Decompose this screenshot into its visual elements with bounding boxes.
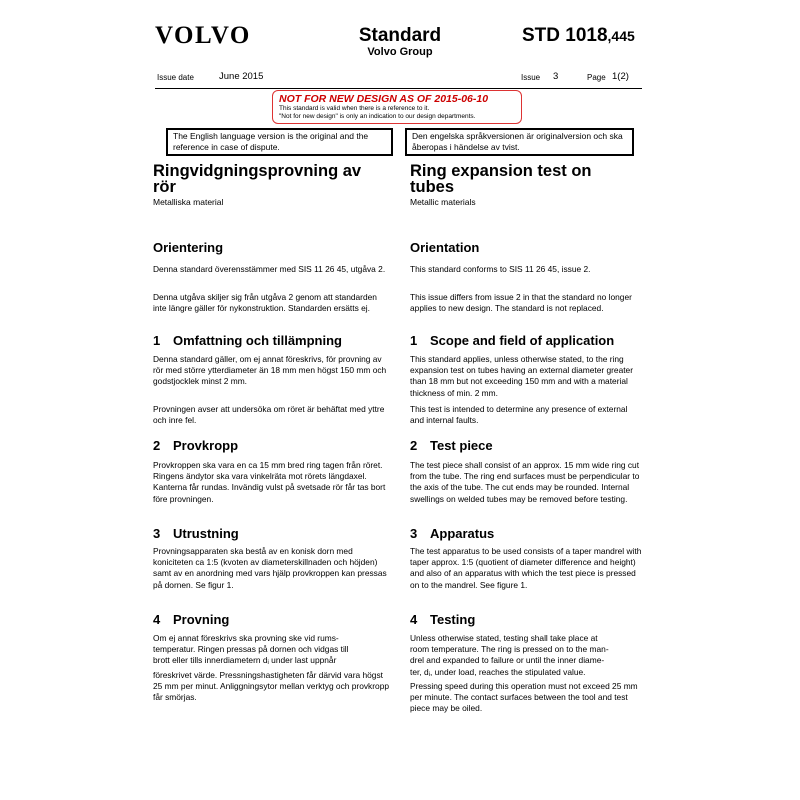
sv-section-1-number: 1: [153, 333, 161, 348]
not-for-new-design-notice: [272, 90, 522, 124]
en-section-1-title: Scope and field of application: [430, 333, 615, 348]
sv-section-3-title: Utrustning: [173, 526, 239, 541]
en-section-3-title: Apparatus: [430, 526, 495, 541]
sv-section-2-number: 2: [153, 438, 161, 453]
notice-line-2: "Not for new design" is only an indication to our design departments.: [279, 113, 476, 120]
sv-section-4-line-2: temperatur. Ringen pressas på dornen och vidgas till: [153, 644, 349, 655]
sv-section-3-number: 3: [153, 526, 161, 541]
en-section-4-line-4: [410, 667, 645, 681]
sv-section-4-line-3b: under last uppnår: [268, 655, 337, 666]
en-section-4-line-3: drel and expanded to failure or until the inner diame-: [410, 655, 605, 666]
en-section-3-p1: The test apparatus to be used consists of a taper mandrel with taper approx. 1:5 (quotient of diameter difference and height) and also of an apparatus with which the test piece is pressed on to the mandrel. See figure 1.: [410, 546, 642, 590]
language-note-en: The English language version is the original and the reference in case of dispute.: [166, 128, 393, 156]
en-section-2-title: Test piece: [430, 438, 493, 453]
sv-orientation-p1: Denna standard överensstämmer med SIS 11 26 45, utgåva 2.: [153, 264, 386, 274]
en-section-1-p2: This test is intended to determine any presence of external and internal faults.: [410, 404, 628, 426]
en-section-1-number: 1: [410, 333, 418, 348]
sv-section-1-p1: Denna standard gäller, om ej annat föreskrivs, för provning av rör med större ytterdiameter än 18 mm men högst 150 mm och godstjocklek minst 2 mm.: [153, 354, 387, 387]
standard-number: [522, 25, 635, 47]
sv-orientation-heading: Orientering: [153, 240, 224, 255]
en-section-4-p1: [410, 633, 645, 714]
en-section-4-rest: Pressing speed during this operation must not exceed 25 mm per minute. The contact surfaces between the tool and test piece may be oiled.: [410, 680, 638, 714]
sv-section-4-number: 4: [153, 612, 161, 627]
en-section-4-line-4a: ter, d: [410, 666, 429, 677]
language-note-sv: Den engelska språkversionen är originalversion och ska åberopas i händelse av tvist.: [405, 128, 634, 156]
sv-section-3-p1: Provningsapparaten ska bestå av en konisk dorn med koniciteten ca 1:5 (kvoten av diameterskillnaden och höjden) samt av en anordning med vars hjälp provkroppen kan pressas på dornen. Se figur 1.: [153, 546, 387, 590]
sv-section-4-line-3: [153, 655, 393, 669]
issue-label: Issue: [521, 73, 541, 82]
en-section-4-subscript: i: [428, 671, 430, 678]
sv-section-4-line-3a: brott eller tills innerdiametern d: [153, 655, 268, 666]
standard-number-suffix: ,445: [607, 28, 635, 44]
en-title: [410, 163, 640, 195]
en-section-4-line-2: room temperature. The ring is pressed on to the man-: [410, 644, 609, 655]
page-number: 1(2): [612, 71, 629, 82]
notice-line-1: This standard is valid when there is a reference to it.: [279, 105, 430, 112]
sv-section-4-p1: [153, 633, 393, 703]
en-section-3-heading: [410, 526, 494, 541]
sv-section-3-heading: [153, 526, 239, 541]
sv-section-4-line-1: Om ej annat föreskrivs ska provning ske vid rums-: [153, 633, 339, 643]
issue-number: 3: [553, 71, 559, 82]
en-section-3-number: 3: [410, 526, 418, 541]
en-section-4-heading: [410, 612, 475, 627]
en-subtitle: Metallic materials: [410, 197, 476, 207]
sv-title-line-1: Ringvidgningsprovning av: [153, 162, 362, 180]
sv-section-4-title: Provning: [173, 612, 230, 627]
en-section-4-line-1: Unless otherwise stated, testing shall take place at: [410, 633, 598, 643]
en-title-line-1: Ring expansion test on: [410, 162, 592, 180]
organization: Volvo Group: [367, 46, 433, 58]
sv-section-1-p2: Provningen avser att undersöka om röret är behäftat med yttre och inre fel.: [153, 404, 385, 426]
sv-orientation-p2: Denna utgåva skiljer sig från utgåva 2 genom att standarden inte längre gäller för nykonstruktion. Standarden ersätts ej.: [153, 292, 377, 314]
en-section-4-title: Testing: [430, 612, 476, 627]
en-section-2-heading: [410, 438, 493, 453]
sv-section-4-subscript: i: [267, 660, 269, 667]
page-label: Page: [587, 73, 606, 82]
header-rule: [155, 88, 642, 89]
sv-section-2-heading: [153, 438, 238, 453]
en-orientation-heading: Orientation: [410, 240, 480, 255]
en-title-line-2: tubes: [410, 178, 455, 196]
en-section-4-line-4b: , under load, reaches the stipulated value.: [429, 666, 586, 677]
notice-title: NOT FOR NEW DESIGN AS OF 2015-06-10: [279, 93, 489, 105]
sv-section-1-title: Omfattning och tillämpning: [173, 333, 342, 348]
en-section-1-heading: [410, 333, 614, 348]
en-section-2-number: 2: [410, 438, 418, 453]
volvo-logo: VOLVO: [155, 22, 251, 49]
standard-number-main: STD 1018: [522, 25, 608, 46]
sv-section-4-heading: [153, 612, 229, 627]
en-section-4-number: 4: [410, 612, 418, 627]
sv-title: [153, 163, 388, 195]
en-orientation-p1: This standard conforms to SIS 11 26 45, issue 2.: [410, 264, 591, 274]
issue-date-label: Issue date: [157, 73, 194, 82]
sv-section-2-p1: Provkroppen ska vara en ca 15 mm bred ring tagen från röret. Ringens ändytor ska vara vinkelräta mot rörets längdaxel. Kanterna får rundas. Invändig vulst på svetsade rör får tas bort före provningen.: [153, 460, 386, 504]
en-orientation-p2: This issue differs from issue 2 in that the standard no longer applies to new design. The standard is not replaced.: [410, 292, 632, 314]
sv-section-2-title: Provkropp: [173, 438, 239, 453]
document-type: Standard: [358, 25, 442, 46]
issue-date: June 2015: [219, 71, 264, 82]
sv-title-line-2: rör: [153, 178, 176, 196]
en-section-1-p1: This standard applies, unless otherwise stated, to the ring expansion test on tubes having an external diameter greater than 18 mm but not exceeding 150 mm and with a material thickness of min. 2 mm.: [410, 354, 634, 398]
sv-section-1-heading: [153, 333, 342, 348]
sv-section-4-rest: föreskrivet värde. Pressningshastigheten får därvid vara högst 25 mm per minut. Anliggningsytor mellan verktyg och provkropp får smörjas.: [153, 669, 390, 703]
en-section-2-p1: The test piece shall consist of an approx. 15 mm wide ring cut from the tube. The ring end surfaces must be perpendicular to the axis of the tube. The cut ends may be rounded. Internal swellings on welded tubes may be removed before testing.: [410, 460, 640, 504]
sv-subtitle: Metalliska material: [153, 197, 224, 207]
